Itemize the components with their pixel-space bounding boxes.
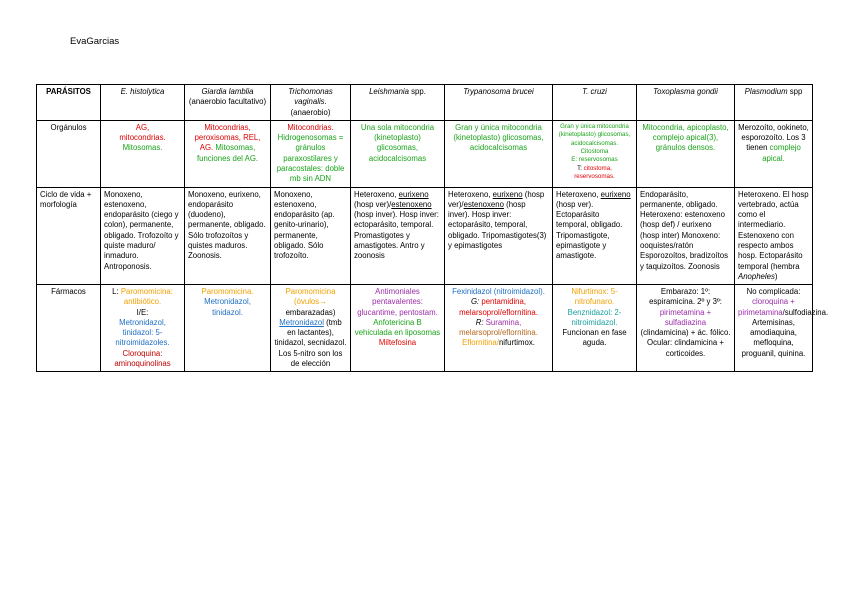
header-toxoplasma-name: Toxoplasma gondii [653, 87, 718, 96]
text: Paromomicina (óvulos→ [285, 287, 336, 307]
text: Paromomicina. [201, 287, 254, 297]
header-plasmodium-name: Plasmodium [744, 87, 788, 96]
text: Metronidazol, tinidazol: 5-nitroimidazoles. [115, 317, 170, 348]
cell-farmacos-plasmodium [735, 285, 829, 372]
text: melarsoprol/eflornitina. [459, 328, 538, 338]
text: L: [112, 287, 121, 297]
text [556, 165, 633, 182]
text: Heteroxeno. El hosp vertebrado, actúa como el intermediario. Estenoxeno con respecto ambos hosp. Ectoparásito temporal (hembra [738, 189, 809, 271]
text: Metronidazol [279, 317, 324, 327]
cell-farmacos-toxoplasma [637, 285, 735, 372]
text: AG, [135, 122, 150, 132]
cell-ciclo-toxoplasma: Endoparásito, permanente, obligado. Heteroxeno: estenoxeno (hosp def) / eurixeno (hosp inter) Monoxeno: ooquistes/ratón Esporozoítos, bradizoítos y taquizoítos. Zoonosis [637, 187, 735, 285]
text: Heteroxeno, [556, 189, 601, 199]
header-histolytica [101, 85, 185, 121]
cell-organulos-giardia [185, 120, 271, 187]
text: Nifurtimox: 5-nitrofunaro. [571, 287, 618, 307]
header-plasmodium [735, 85, 813, 121]
row-label-ciclo: Ciclo de vida + morfología [37, 187, 101, 285]
text: ) [774, 271, 778, 281]
text: T: [577, 164, 584, 172]
cell-farmacos-trichomonas [271, 285, 351, 372]
cell-ciclo-cruzi [553, 187, 637, 285]
text: Mitocondrias, peroxisomas, REL, AG. [194, 122, 261, 153]
text: Heteroxeno, [448, 189, 493, 199]
text: estenoxeno [391, 199, 432, 209]
text: (tmb en lactantes), tinidazol, secnidazol. [274, 317, 347, 348]
text: cloroquina + pirimetamina [738, 297, 795, 317]
text: Mitosomas. [122, 143, 163, 153]
text [448, 338, 549, 348]
text: Merozoíto, ookineto, esporozoíto. Los 3 tienen [738, 122, 809, 153]
row-ciclo [37, 187, 813, 285]
cell-farmacos-giardia [185, 285, 271, 372]
text: eurixeno [600, 189, 631, 199]
text: /sulfodiazina. [782, 307, 829, 317]
cell-farmacos-histolytica [101, 285, 185, 372]
text: Los 5-nitro son los de elección [278, 348, 343, 369]
cell-farmacos-brucei [445, 285, 553, 372]
header-leishmania-spp: spp. [408, 87, 426, 96]
header-plasmodium-spp: spp [787, 87, 803, 96]
parasites-table [36, 84, 829, 372]
cell-organulos-plasmodium [735, 120, 813, 187]
text: Suramina, [485, 317, 522, 327]
text: No complicada: [746, 287, 801, 297]
header-giardia [185, 85, 271, 121]
cell-ciclo-giardia: Monoxeno, eurixeno, endoparásito (duodeno), permanente, obligado. Sólo trofozoítos y quistes maduros. Zoonosis. [185, 187, 271, 285]
cell-organulos-cruzi [553, 120, 637, 187]
text: Anfotericina B vehiculada en liposomas [354, 317, 441, 338]
text: complejo apical. [762, 143, 801, 163]
text: (hosp inver). Hosp inver: ectoparásito, temporal, obligado. Tripomastigotes(3) y epimastigotes [448, 199, 547, 250]
cell-organulos-brucei: Gran y única mitocondria (kinetoplasto) glicosomas, acidocalcisomas [445, 120, 553, 187]
text: Citostoma [580, 147, 609, 155]
text: (hosp ver)/ [448, 189, 545, 209]
text: Antimoniales pentavalentes: glucantime, pentostam. [357, 287, 438, 317]
text: Mitosomas, funciones del AG. [196, 143, 259, 163]
header-brucei-name: Trypanosoma brucei [463, 87, 534, 96]
text: estenoxeno [463, 199, 504, 209]
cell-ciclo-histolytica: Monoxeno, estenoxeno, endoparásito (ciego y colon), permanente, obligado. Trofozoíto y quiste maduro/ inmaduro. Antroponosis. [101, 187, 185, 285]
text: pentamidina, melarsoprol/eflornitina. [459, 297, 538, 317]
cell-ciclo-leishmania [351, 187, 445, 285]
text: (clindamicina) + ác. fólico. [640, 328, 731, 338]
text [274, 318, 347, 349]
text: R: [475, 317, 486, 327]
text: Anopheles [738, 271, 775, 281]
text: Eflornitina/ [462, 338, 499, 348]
header-giardia-name: Giardia lamblia [201, 87, 254, 96]
text: Fexinidazol (nitroimidazol). [452, 287, 545, 297]
text: G: [470, 297, 482, 307]
text: Artemisinas, amodiaquina, mefloquina, proguanil, quinina. [741, 317, 806, 358]
text: Hidrogenosomas = gránulos paraxostilares y paracostales: doble mb sin ADN [276, 133, 345, 184]
cell-organulos-histolytica [101, 120, 185, 187]
text [448, 297, 549, 318]
text: pirimetamina + sulfadiazina [659, 307, 712, 327]
header-leishmania-name: Leishmania [369, 87, 409, 96]
text: Heteroxeno, [354, 189, 399, 199]
header-row [37, 85, 813, 121]
row-label-farmacos: Fármacos [37, 285, 101, 372]
header-cruzi-name: T. cruzi [582, 87, 607, 96]
cell-ciclo-trichomonas: Monoxeno, estenoxeno, endoparásito (ap. genito-urinario), permanente, obligado. Sólo trofozoíto. [271, 187, 351, 285]
text: (hosp ver). Ectoparásito temporal, obligado. Tripomastigote, epimastigote y amastigote. [556, 199, 623, 261]
header-brucei [445, 85, 553, 121]
row-organulos [37, 120, 813, 187]
text: nifurtimox. [498, 338, 535, 348]
text: embarazadas) [285, 307, 336, 317]
cell-farmacos-cruzi [553, 285, 637, 372]
text: Embarazo: 1º: espiramicina. 2º y 3º: [649, 287, 722, 307]
text: E: reservosomas [571, 156, 618, 164]
text: eurixeno [492, 189, 523, 199]
text: (hosp inver). Hosp inver: ectoparásito, temporal. Promastigotes y amastigotes. Antro y zoonosis [354, 210, 439, 261]
row-label-organulos: Orgánulos [37, 120, 101, 187]
text: Miltefosina [378, 338, 417, 348]
cell-organulos-trichomonas [271, 120, 351, 187]
header-trichomonas-name: Trichomonas vaginalis. [288, 87, 333, 107]
text: citostoma, reservosomas. [574, 164, 615, 180]
header-toxoplasma [637, 85, 735, 121]
text: (hosp ver)/ [354, 199, 392, 209]
author-name: EvaGarcias [70, 36, 120, 47]
header-cruzi [553, 85, 637, 121]
header-leishmania [351, 85, 445, 121]
cell-ciclo-plasmodium [735, 187, 813, 285]
header-giardia-note: (anaerobio facultativo) [188, 97, 267, 107]
header-trichomonas-note: (anaerobio) [290, 107, 331, 117]
row-farmacos [37, 285, 813, 372]
header-parasitos: PARÁSITOS [37, 85, 101, 121]
text: Metronidazol, tinidazol. [204, 297, 251, 317]
cell-organulos-toxoplasma: Mitocondria, apicoplasto, complejo apical(3), gránulos densos. [637, 120, 735, 187]
text: Benznidazol: 2-nitroimidazol. [567, 307, 622, 327]
text: eurixeno [398, 189, 429, 199]
cell-ciclo-brucei [445, 187, 553, 285]
text [448, 318, 549, 339]
text: Mitocondrias. [287, 122, 334, 132]
cell-organulos-leishmania: Una sola mitocondria (kinetoplasto) glicosomas, acidocalcisomas [351, 120, 445, 187]
text: mitocondrias. [119, 133, 166, 143]
text: Ocular: clindamicina + corticoides. [647, 338, 724, 358]
text: Funcionan en fase aguda. [562, 328, 627, 348]
header-histolytica-name: E. histolytica [120, 87, 165, 96]
text: I/E: [136, 307, 149, 317]
text: Cloroquina: aminoquinolinas [114, 348, 171, 369]
header-trichomonas [271, 85, 351, 121]
text: Paromomicina: antibiótico. [120, 287, 173, 307]
cell-farmacos-leishmania [351, 285, 445, 372]
text: Gran y única mitocondria (kinetoplasto) glicosomas, acidocalcisomas. [558, 122, 631, 147]
text [104, 287, 181, 308]
